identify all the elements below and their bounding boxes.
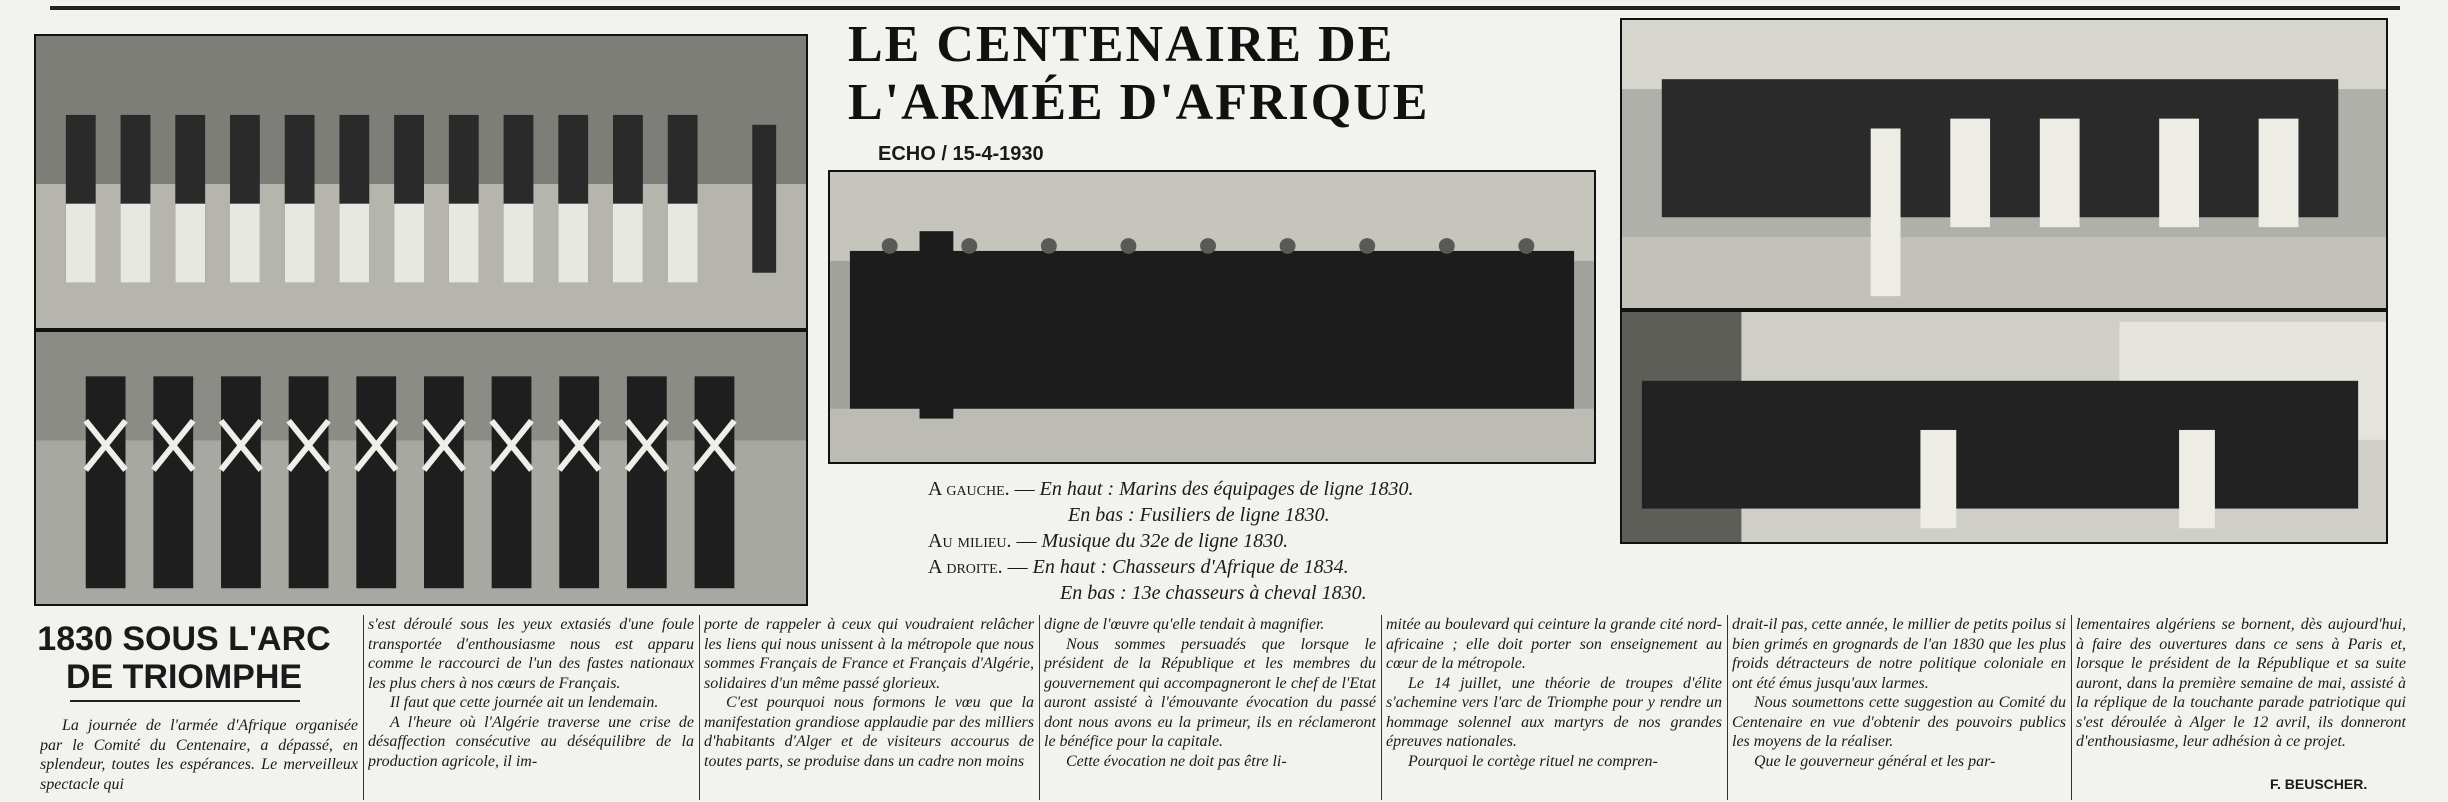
photo-left-top <box>34 34 808 330</box>
photo-musique-image <box>830 172 1594 462</box>
photo-right-top <box>1620 18 2388 310</box>
article-column-2 <box>368 615 694 802</box>
article-column-7 <box>2076 615 2406 765</box>
caption-left-lead: A gauche. — <box>928 478 1035 500</box>
photo-right-bottom <box>1620 310 2388 544</box>
title-rule <box>70 700 300 702</box>
article-column-6 <box>1732 615 2066 802</box>
caption-right-bottom <box>928 580 1548 606</box>
photo-chasseurs-cheval-image <box>1622 312 2386 542</box>
caption-middle-lead: Au milieu. — <box>928 530 1037 552</box>
article-title-line-1: 1830 SOUS L'ARC <box>37 620 331 658</box>
column-5-paragraph-1: mitée au boulevard qui ceinture la grande cité nord-africaine ; elle doit porter son enseignement au cœur de la métropole. <box>1386 616 1722 672</box>
column-rule <box>699 615 700 800</box>
article-column-5 <box>1386 615 1722 802</box>
caption-middle-text: Musique du 32e de ligne 1830. <box>1041 530 1289 552</box>
column-rule <box>1381 615 1382 800</box>
article-column-4 <box>1044 615 1376 802</box>
photo-fusiliers-image <box>36 332 806 604</box>
column-7-paragraph-1: lementaires algériens se bornent, dès aujourd'hui, à faire des ouvertures dans ce sens à Paris et, lorsque le président de la République et sa suite auront, dans la première semaine de mai, assisté à la réplique de la touchante parade patriotique qui s'est déroulée à Alger le 12 avril, ils donneront d'enthousiasme, leur adhésion à ce projet. <box>2076 616 2406 750</box>
caption-left-bottom <box>928 502 1548 528</box>
column-rule <box>1727 615 1728 800</box>
headline-line-2: L'ARMÉE D'AFRIQUE <box>848 74 1430 131</box>
top-rule <box>50 6 2400 10</box>
column-6-paragraph-2: Nous soumettons cette suggestion au Comité du Centenaire en vue d'obtenir des pouvoirs publics les moyens de la réaliser. <box>1732 694 2066 750</box>
caption-left-top-text: En haut : Marins des équipages de ligne 1830. <box>1039 478 1414 500</box>
column-4-paragraph-1: digne de l'œuvre qu'elle tendait à magnifier. <box>1044 616 1325 633</box>
column-5-paragraph-2: Le 14 juillet, une théorie de troupes d'élite s'achemine vers l'arc de Triomphe pour y rendre un hommage solennel aux martyrs de nos grandes épreuves nationales. <box>1386 674 1722 750</box>
photo-caption <box>928 476 1548 606</box>
article-title-line-2: DE TRIOMPHE <box>65 658 303 696</box>
article-title <box>24 620 344 696</box>
column-6-paragraph-1: drait-il pas, cette année, le millier de petits poilus si bien grimés en grognards de l'an 1830 que les plus froids détracteurs de notre politique coloniale en ont été émus jusqu'aux larmes. <box>1732 616 2066 692</box>
photo-middle <box>828 170 1596 464</box>
column-5-paragraph-3: Pourquoi le cortège rituel ne compren- <box>1408 752 1658 770</box>
column-rule <box>2071 615 2072 800</box>
caption-right-top-text: En haut : Chasseurs d'Afrique de 1834. <box>1032 556 1349 578</box>
caption-right-bottom-text: En bas : 13e chasseurs à cheval 1830. <box>1060 582 1367 604</box>
column-2-paragraph-3: A l'heure où l'Algérie traverse une crise de désaffection consécutive au déséquilibre de la production agricole, il im- <box>368 713 694 770</box>
caption-left-bottom-text: En bas : Fusiliers de ligne 1830. <box>1068 504 1330 526</box>
article-signature: F. BEUSCHER. <box>2270 776 2368 792</box>
caption-left-top <box>928 476 1548 502</box>
column-6-paragraph-3: Que le gouverneur général et les par- <box>1754 752 1996 770</box>
column-rule <box>363 615 364 800</box>
headline <box>848 16 1588 132</box>
column-rule <box>1039 615 1040 800</box>
article-column-3 <box>704 615 1034 802</box>
photo-left-bottom <box>34 330 808 606</box>
column-2-paragraph-1: s'est déroulé sous les yeux extasiés d'une foule transportée d'enthousiasme nous est apparu comme le raccourci de l'un des fastes nationaux les plus chers à nos cœurs de Français. <box>368 616 694 692</box>
column-3-paragraph-2: C'est pourquoi nous formons le vœu que la manifestation grandiose applaudie par des milliers d'habitants d'Alger et de visiteurs accourus de toutes parts, se produise dans un cadre non moins <box>704 694 1034 770</box>
column-4-paragraph-3: Cette évocation ne doit pas être li- <box>1066 752 1287 770</box>
headline-line-1: LE CENTENAIRE DE <box>848 16 1395 73</box>
caption-right-top <box>928 554 1548 580</box>
photo-chasseurs-afrique-image <box>1622 20 2386 308</box>
article-column-1 <box>40 716 358 800</box>
column-2-paragraph-2: Il faut que cette journée ait un lendemain. <box>390 694 659 711</box>
source-label: ECHO / 15-4-1930 <box>878 143 1044 165</box>
caption-middle <box>928 528 1548 554</box>
column-3-paragraph-1: porte de rappeler à ceux qui voudraient relâcher les liens qui nous unissent à la métropole que nous sommes Français de France et Français d'Algérie, solidaires d'un même passé glorieux. <box>704 616 1034 692</box>
photo-marins-image <box>36 36 806 328</box>
column-1-paragraph: La journée de l'armée d'Afrique organisée par le Comité du Centenaire, a dépassé, en splendeur, toutes les espérances. Le merveilleux spectacle qui <box>40 717 358 793</box>
column-4-paragraph-2: Nous sommes persuadés que lorsque le président de la République et les membres du gouvernement qui accompagneront le chef de l'Etat auront assisté à l'émouvante évocation du passé dont nous avons eu la primeur, ils en réclameront le bénéfice pour la capitale. <box>1044 635 1376 750</box>
caption-right-lead: A droite. — <box>928 556 1028 578</box>
